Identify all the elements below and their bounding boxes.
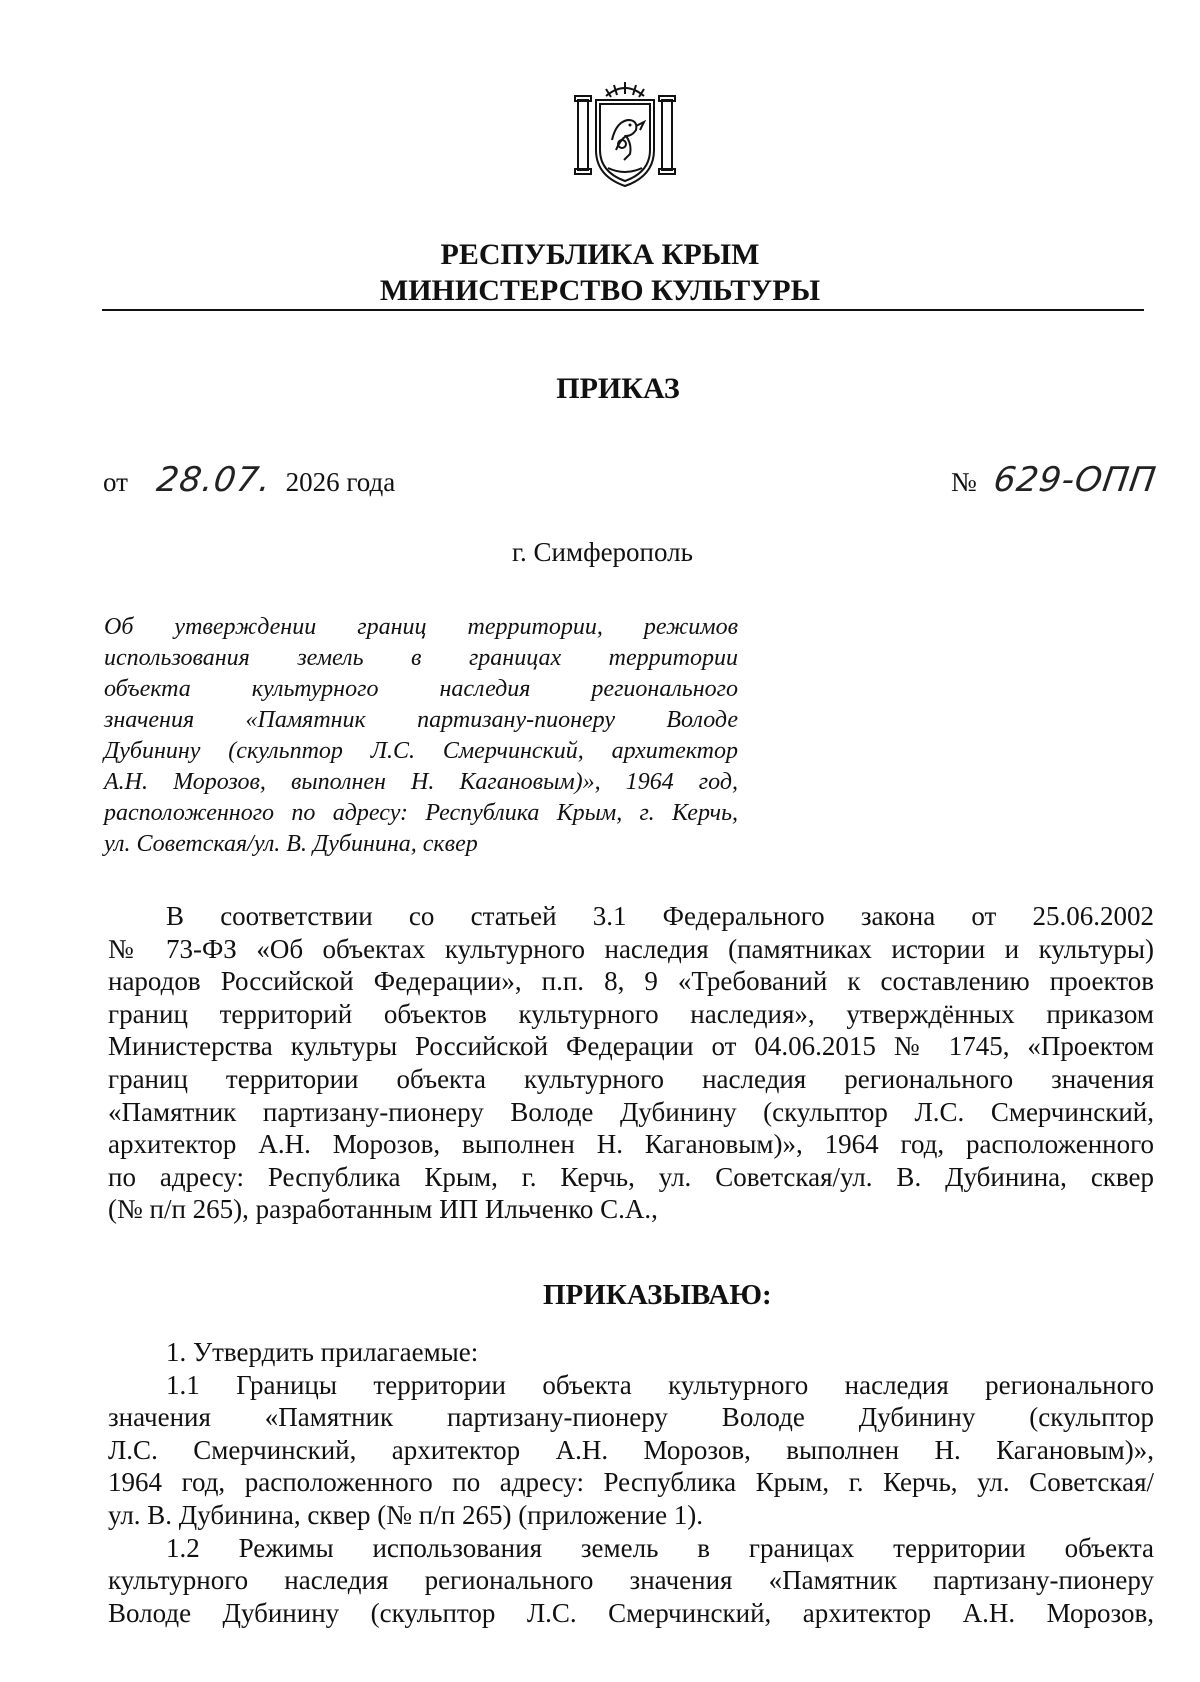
order-subject — [104, 612, 738, 860]
ministry-name: МИНИСТЕРСТВО КУЛЬТУРЫ — [379, 274, 821, 307]
preamble-line: по адресу: Республика Крым, г. Керчь, ул. Советская/ул. В. Дубинина, сквер — [108, 1161, 1154, 1192]
subject-line: А.Н. Морозов, выполнен Н. Кагановым)», 1964 год, — [104, 769, 738, 795]
preamble-line: народов Российской Федерации», п.п. 8, 9 «Требований к составлению проектов — [108, 966, 1154, 997]
republic-name: РЕСПУБЛИКА КРЫМ — [440, 238, 760, 271]
order-items — [108, 1336, 1154, 1629]
crimea-coat-of-arms-icon — [566, 78, 684, 196]
order-line: 1.2 Режимы использования земель в границах территории объекта — [166, 1532, 1154, 1563]
number-sign: № — [951, 467, 977, 497]
order-line: ул. В. Дубинина, сквер (№ п/п 265) (приложение 1). — [108, 1499, 704, 1530]
preamble-line: «Памятник партизану-пионеру Володе Дубинину (скульптор Л.С. Смерчинский, — [108, 1096, 1154, 1127]
date-year: 2026 года — [285, 467, 396, 497]
date-prefix: от — [103, 467, 128, 497]
order-heading: ПРИКАЗЫВАЮ: — [543, 1279, 772, 1311]
document-title: ПРИКАЗ — [556, 372, 680, 405]
subject-line: Об утверждении границ территории, режимов — [104, 614, 738, 640]
order-line: 1964 год, расположенного по адресу: Республика Крым, г. Керчь, ул. Советская/ — [108, 1467, 1154, 1498]
header-rule — [102, 309, 1144, 311]
preamble-line: границ территории объекта культурного наследия регионального значения — [108, 1063, 1154, 1094]
subject-line: Дубинину (скульптор Л.С. Смерчинский, архитектор — [104, 738, 738, 764]
handwritten-date: 28.07. — [153, 460, 274, 500]
city: г. Симферополь — [512, 537, 693, 567]
preamble-line: № 73-ФЗ «Об объектах культурного наследия (памятниках истории и культуры) — [108, 933, 1154, 964]
subject-line: объекта культурного наследия регионального — [104, 676, 738, 702]
subject-line: ул. Советская/ул. В. Дубинина, сквер — [104, 831, 478, 857]
subject-line: использования земель в границах территории — [104, 645, 738, 671]
preamble — [108, 900, 1154, 1226]
order-line: Володе Дубинину (скульптор Л.С. Смерчинский, архитектор А.Н. Морозов, — [108, 1597, 1154, 1628]
order-line: 1.1 Границы территории объекта культурного наследия регионального — [166, 1369, 1154, 1400]
order-line: 1. Утвердить прилагаемые: — [166, 1337, 479, 1367]
subject-line: значения «Памятник партизану-пионеру Володе — [104, 707, 738, 733]
preamble-line: (№ п/п 265), разработанным ИП Ильченко С.А., — [108, 1194, 658, 1225]
preamble-line: Министерства культуры Российской Федерации от 04.06.2015 № 1745, «Проектом — [108, 1031, 1154, 1062]
date-line — [103, 460, 395, 500]
handwritten-number: 629-ОПП — [990, 460, 1159, 500]
subject-line: расположенного по адресу: Республика Крым, г. Керчь, — [104, 800, 738, 826]
order-line: культурного наследия регионального значения «Памятник партизану-пионеру — [108, 1565, 1154, 1596]
preamble-line: архитектор А.Н. Морозов, выполнен Н. Кагановым)», 1964 год, расположенного — [108, 1129, 1154, 1160]
order-line: значения «Памятник партизану-пионеру Володе Дубинину (скульптор — [108, 1402, 1154, 1433]
order-number — [951, 460, 1159, 500]
order-line: Л.С. Смерчинский, архитектор А.Н. Морозов, выполнен Н. Кагановым)», — [108, 1434, 1154, 1465]
preamble-line: В соответствии со статьей 3.1 Федерального закона от 25.06.2002 — [166, 901, 1154, 931]
preamble-line: границ территорий объектов культурного наследия», утверждённых приказом — [108, 998, 1154, 1029]
